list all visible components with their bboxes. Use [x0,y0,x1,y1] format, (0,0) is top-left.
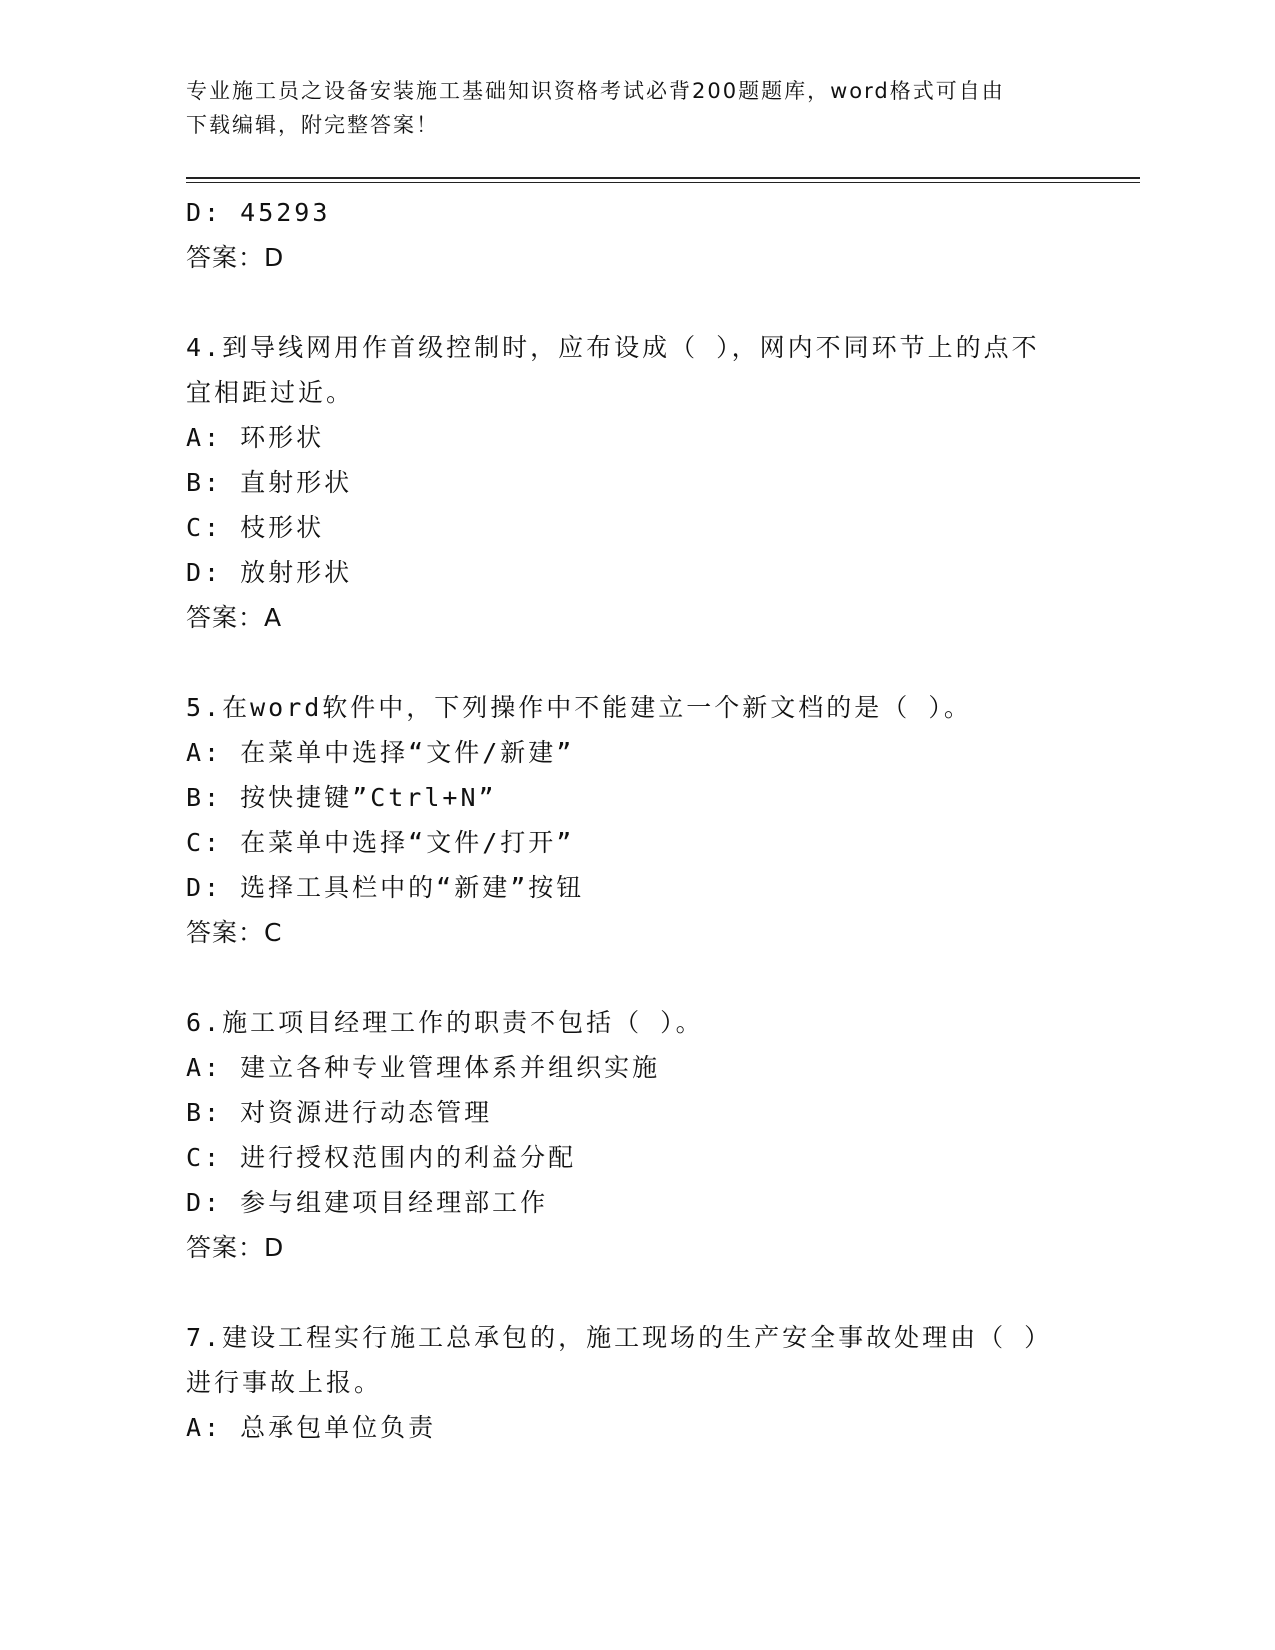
question-stem-continued: 进行事故上报。 [186,1368,383,1397]
question-stem: 5.在word软件中，下列操作中不能建立一个新文档的是（ ）。 [186,693,972,722]
question-6 [186,1000,1086,1270]
option-a: A: 建立各种专业管理体系并组织实施 [186,1053,661,1082]
option-a: A: 环形状 [186,423,325,452]
question-4 [186,325,1086,640]
document-header [186,74,1066,142]
header-divider-thin [186,182,1140,183]
question-stem: 7.建设工程实行施工总承包的，施工现场的生产安全事故处理由（ ） [186,1323,1053,1352]
answer-line: 答案：D [186,1233,285,1262]
option-a: A: 在菜单中选择“文件/新建” [186,738,575,767]
answer-line: 答案：C [186,918,283,947]
question-stem: 6.施工项目经理工作的职责不包括（ ）。 [186,1008,704,1037]
header-line-1: 专业施工员之设备安装施工基础知识资格考试必背200题题库，word格式可自由 [186,79,1005,103]
option-c: C: 在菜单中选择“文件/打开” [186,828,575,857]
option-b: B: 对资源进行动态管理 [186,1098,493,1127]
option-d: D: 参与组建项目经理部工作 [186,1188,549,1217]
document-body [186,190,1086,1450]
option-b: B: 直射形状 [186,468,353,497]
question-7 [186,1315,1086,1450]
previous-question-tail [186,190,1086,280]
option-b: B: 按快捷键”Ctrl+N” [186,783,497,812]
answer-line: 答案：A [186,603,283,632]
option-d: D: 45293 [186,198,331,227]
option-d: D: 选择工具栏中的“新建”按钮 [186,873,585,902]
option-a: A: 总承包单位负责 [186,1413,437,1442]
question-5 [186,685,1086,955]
question-stem-continued: 宜相距过近。 [186,378,355,407]
header-line-2: 下载编辑，附完整答案！ [186,113,439,137]
option-d: D: 放射形状 [186,558,353,587]
answer-line: 答案：D [186,243,285,272]
option-c: C: 进行授权范围内的利益分配 [186,1143,577,1172]
option-c: C: 枝形状 [186,513,325,542]
header-divider [186,177,1140,179]
question-stem: 4.到导线网用作首级控制时，应布设成（ ），网内不同环节上的点不 [186,333,1040,362]
